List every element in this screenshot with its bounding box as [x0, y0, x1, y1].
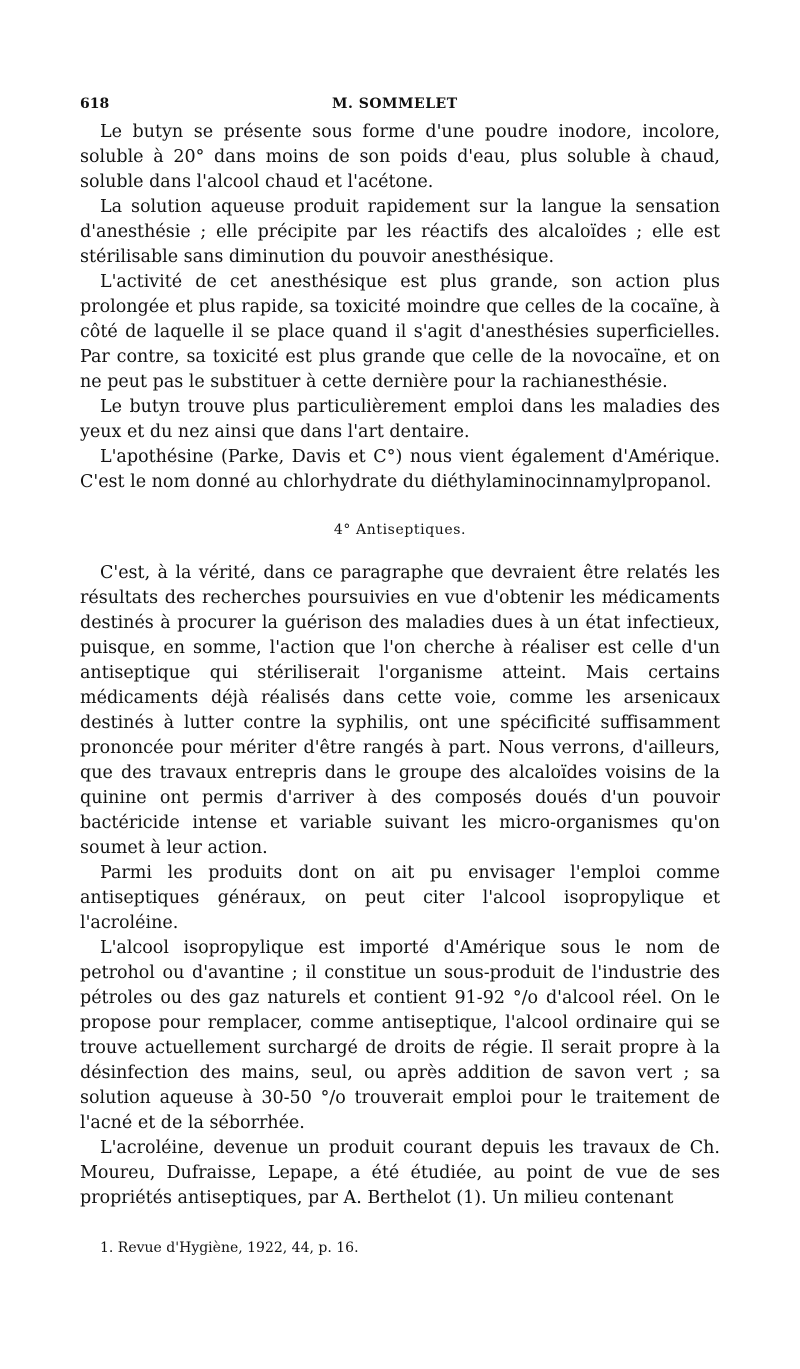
paragraph: C'est, à la vérité, dans ce paragraphe que devraient être relatés les résultats des recherches poursuivies en vue d'obtenir les médicaments destinés à procurer la guérison des maladies dues à un état infectieux, puisque, en somme, l'action que l'on cherche à réaliser est celle d'un antiseptique qui stériliserait l'organisme atteint. Mais certains médicaments déjà réalisés dans cette voie, comme les arsenicaux destinés à lutter contre la syphilis, ont une spécificité suffisamment prononcée pour mériter d'être rangés à part. Nous verrons, d'ailleurs, que des travaux entrepris dans le groupe des alcaloïdes voisins de la quinine ont permis d'arriver à des composés doués d'un pouvoir bactéricide intense et variable suivant les micro-organismes qu'on soumet à leur action.: [80, 563, 720, 858]
paragraph: Le butyn se présente sous forme d'une poudre inodore, incolore, soluble à 20° dans moins de son poids d'eau, plus soluble à chaud, soluble dans l'alcool chaud et l'acétone.: [80, 122, 720, 192]
paragraph: L'apothésine (Parke, Davis et C°) nous vient également d'Amérique. C'est le nom donné au chlorhydrate du diéthylaminocinnamylpropanol.: [80, 447, 720, 492]
paragraph: Parmi les produits dont on ait pu envisager l'emploi comme antiseptiques généraux, on peut citer l'alcool isopropylique et l'acroléine.: [80, 863, 720, 933]
paragraph: L'acroléine, devenue un produit courant depuis les travaux de Ch. Moureu, Dufraisse, Lepape, a été étudiée, au point de vue de ses propriétés antiseptiques, par A. Berthelot (1). Un milieu contenant: [80, 1138, 720, 1208]
footnote: 1. Revue d'Hygiène, 1922, 44, p. 16.: [100, 1240, 359, 1256]
running-head: M. SOMMELET: [332, 96, 458, 112]
paragraph: L'alcool isopropylique est importé d'Amérique sous le nom de petrohol ou d'avantine ; il constitue un sous-produit de l'industrie des pétroles ou des gaz naturels et contient 91-92 °/o d'alcool réel. On le propose pour remplacer, comme antiseptique, l'alcool ordinaire qui se trouve actuellement surchargé de droits de régie. Il serait propre à la désinfection des mains, seul, ou après addition de savon vert ; sa solution aqueuse à 30-50 °/o trouverait emploi pour le traitement de l'acné et de la séborrhée.: [80, 938, 720, 1133]
page-header: [80, 94, 720, 120]
paragraph: Le butyn trouve plus particulièrement emploi dans les maladies des yeux et du nez ainsi que dans l'art dentaire.: [80, 397, 720, 442]
body-text: [80, 120, 720, 1211]
section-title: 4° Antiseptiques.: [333, 522, 467, 538]
paragraph: La solution aqueuse produit rapidement sur la langue la sensation d'anesthésie ; elle précipite par les réactifs des alcaloïdes ; elle est stérilisable sans diminution du pouvoir anesthésique.: [80, 197, 720, 267]
page-number: 618: [80, 96, 110, 112]
document-page: [80, 94, 720, 1257]
paragraph: L'activité de cet anesthésique est plus grande, son action plus prolongée et plus rapide, sa toxicité moindre que celles de la cocaïne, à côté de laquelle il se place quand il s'agit d'anesthésies superficielles. Par contre, sa toxicité est plus grande que celle de la novocaïne, et on ne peut pas le substituer à cette dernière pour la rachianesthésie.: [80, 272, 720, 392]
